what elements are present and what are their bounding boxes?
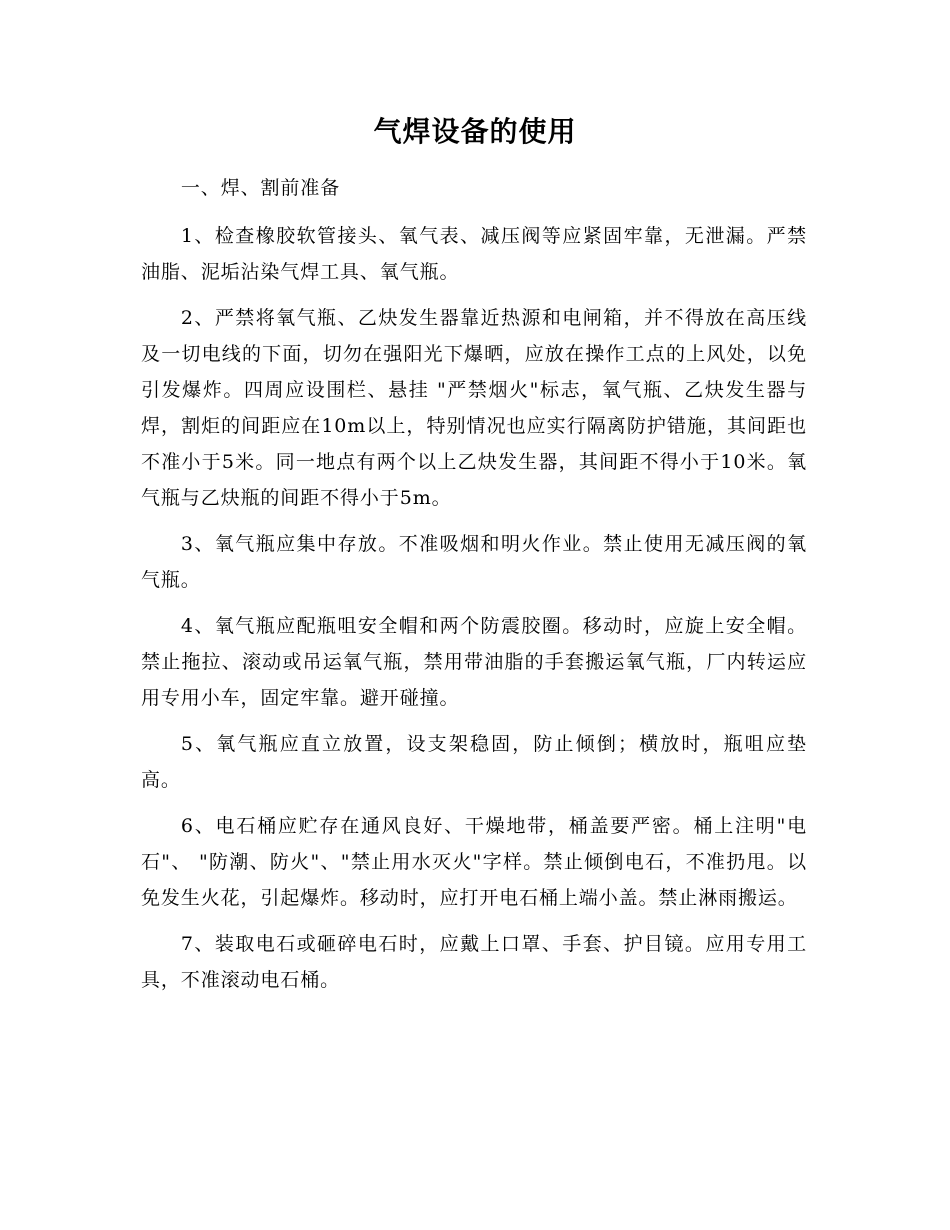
paragraph-1: 1、检查橡胶软管接头、氧气表、减压阀等应紧固牢靠，无泄漏。严禁油脂、泥垢沾染气焊工具、氧气瓶。 (141, 225, 807, 283)
paragraph-5: 5、氧气瓶应直立放置，设支架稳固，防止倾倒；横放时，瓶咀应垫高。 (141, 733, 807, 791)
paragraph-4: 4、氧气瓶应配瓶咀安全帽和两个防震胶圈。移动时，应旋上安全帽。禁止拖拉、滚动或吊运氧气瓶，禁用带油脂的手套搬运氧气瓶，厂内转运应用专用小车，固定牢靠。避开碰撞。 (141, 615, 807, 709)
section-heading: 一、焊、割前准备 (180, 177, 341, 199)
paragraph-3: 3、氧气瓶应集中存放。不准吸烟和明火作业。禁止使用无减压阀的氧气瓶。 (141, 533, 807, 591)
paragraph-2: 2、严禁将氧气瓶、乙炔发生器靠近热源和电闸箱，并不得放在高压线及一切电线的下面，切勿在强阳光下爆晒，应放在操作工点的上风处，以免引发爆炸。四周应设围栏、悬挂 "严禁烟火"标志，氧气瓶、乙炔发生器与焊，割炬的间距应在10m以上，特别情况也应实行隔离防护错施，其间距也不准小于5米。同一地点有两个以上乙炔发生器，其间距不得小于10米。氧气瓶与乙炔瓶的间距不得小于5m。 (141, 307, 807, 509)
document-body (141, 170, 807, 1008)
document-title: 气焊设备的使用 (373, 115, 577, 148)
paragraph-6: 6、电石桶应贮存在通风良好、干燥地带，桶盖要严密。桶上注明"电石"、 "防潮、防火"、"禁止用水灭火"字样。禁止倾倒电石，不准扔甩。以免发生火花，引起爆炸。移动时，应打开电石桶上端小盖。禁止淋雨搬运。 (141, 815, 807, 909)
paragraph-7: 7、装取电石或砸碎电石时，应戴上口罩、手套、护目镜。应用专用工具，不准滚动电石桶。 (141, 933, 807, 991)
